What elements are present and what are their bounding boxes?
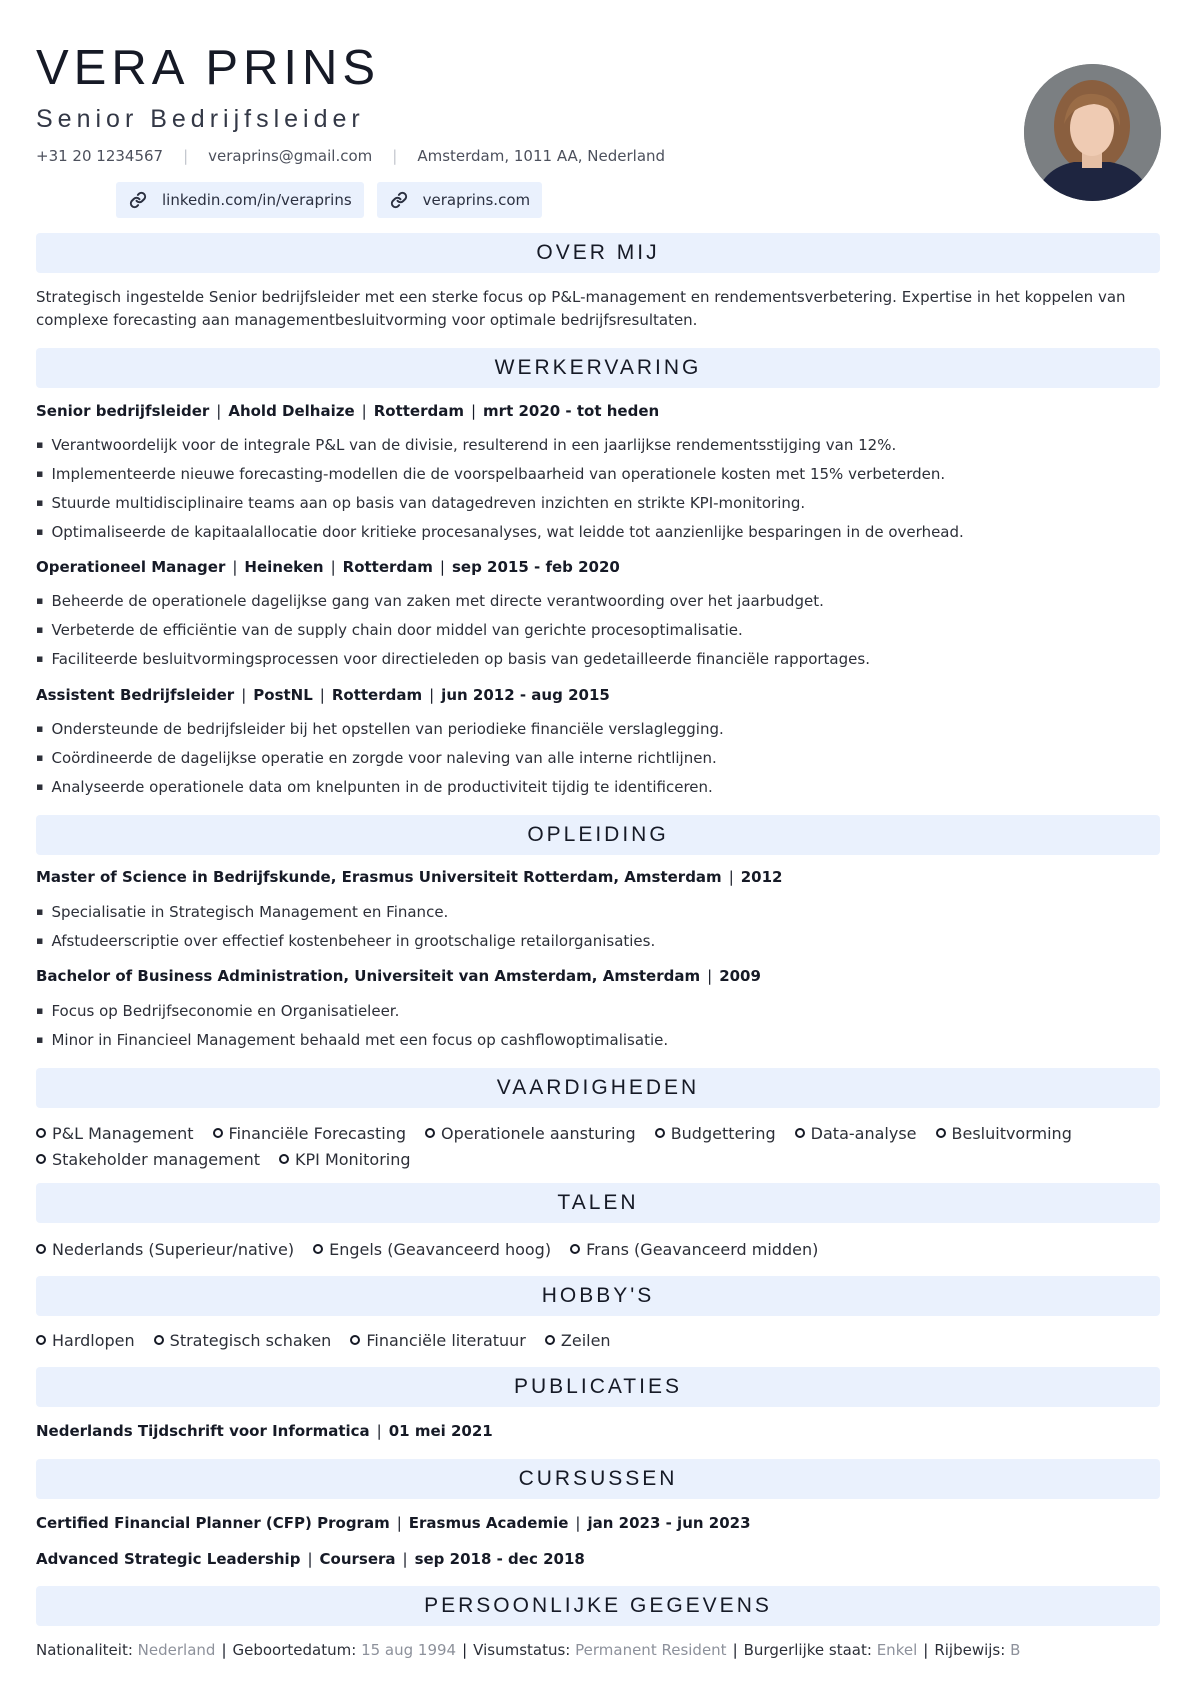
separator: | bbox=[183, 147, 189, 165]
role: Operationeel Manager bbox=[36, 558, 226, 576]
location: Amsterdam, 1011 AA, Nederland bbox=[417, 147, 666, 165]
section-header-about: OVER MIJ bbox=[36, 233, 1160, 273]
personal-label: Nationaliteit: bbox=[36, 1641, 133, 1659]
city: Rotterdam bbox=[373, 402, 464, 420]
education-entry-title: Bachelor of Business Administration, Universiteit van Amsterdam, Amsterdam | 2009 bbox=[36, 967, 761, 985]
company: PostNL bbox=[253, 686, 313, 704]
bullet-item: ▪ Analyseerde operationele data om knelpunten in de productiviteit tijdig te identificeren. bbox=[36, 777, 724, 806]
bullet-item: ▪ Implementeerde nieuwe forecasting-modellen die de voorspelbaarheid van operationele kosten met 15% verbeterden. bbox=[36, 464, 964, 493]
skill-label: KPI Monitoring bbox=[295, 1149, 411, 1169]
section-header-courses: CURSUSSEN bbox=[36, 1459, 1160, 1499]
course-period: jan 2023 - jun 2023 bbox=[587, 1514, 751, 1532]
hobby-item bbox=[350, 1330, 526, 1350]
section-header-hobbies: HOBBY'S bbox=[36, 1276, 1160, 1316]
company: Heineken bbox=[244, 558, 324, 576]
personal-details: Nationaliteit: Nederland | Geboortedatum: 15 aug 1994 | Visumstatus: Permanent Resident | Burgerlijke staat: Enkel | Rijbewijs: B bbox=[36, 1641, 1021, 1659]
skills-list bbox=[36, 1123, 1160, 1169]
period: mrt 2020 - tot heden bbox=[483, 402, 660, 420]
section-header-publications: PUBLICATIES bbox=[36, 1367, 1160, 1407]
course-name: Certified Financial Planner (CFP) Program bbox=[36, 1514, 390, 1532]
hobby-item bbox=[154, 1330, 332, 1350]
skill-label: Financiële Forecasting bbox=[228, 1123, 407, 1143]
skill-item bbox=[655, 1123, 776, 1143]
language-label: Nederlands (Superieur/native) bbox=[52, 1239, 295, 1259]
bullet-item: ▪ Optimaliseerde de kapitaalallocatie door kritieke procesanalyses, wat leidde tot aanzienlijke besparingen in de overhead. bbox=[36, 522, 964, 551]
circle-bullet-icon bbox=[936, 1128, 946, 1138]
link-list bbox=[116, 182, 542, 218]
skill-label: Operationele aansturing bbox=[441, 1123, 636, 1143]
personal-value: Nederland bbox=[137, 1641, 216, 1659]
hobby-label: Zeilen bbox=[560, 1330, 611, 1350]
about-text: Strategisch ingestelde Senior bedrijfsleider met een sterke focus op P&L-management en rendementsverbetering. Expertise in het koppelen van complexe forecasting aan managementbesluitvorming voor optimale bedrijfsresultaten. bbox=[36, 288, 1126, 329]
circle-bullet-icon bbox=[36, 1154, 46, 1164]
experience-bullets bbox=[36, 435, 964, 551]
job-title: Senior Bedrijfsleider bbox=[36, 105, 365, 133]
hobby-item bbox=[545, 1330, 611, 1350]
circle-bullet-icon bbox=[350, 1335, 360, 1345]
bullet-item: ▪ Stuurde multidisciplinaire teams aan op basis van datagedreven inzichten en strikte KPI-monitoring. bbox=[36, 493, 964, 522]
degree: Bachelor of Business Administration, Universiteit van Amsterdam, Amsterdam bbox=[36, 967, 701, 985]
period: jun 2012 - aug 2015 bbox=[441, 686, 610, 704]
personal-label: Burgerlijke staat: bbox=[743, 1641, 872, 1659]
role: Assistent Bedrijfsleider bbox=[36, 686, 235, 704]
bullet-item: ▪ Minor in Financieel Management behaald met een focus op cashflowoptimalisatie. bbox=[36, 1030, 668, 1059]
education-entry-title: Master of Science in Bedrijfskunde, Erasmus Universiteit Rotterdam, Amsterdam | 2012 bbox=[36, 868, 783, 886]
skill-item bbox=[279, 1149, 411, 1169]
bullet-item: ▪ Verantwoordelijk voor de integrale P&L van de divisie, resulterend in een jaarlijkse rendementsstijging van 12%. bbox=[36, 435, 964, 464]
experience-entry-title: Assistent Bedrijfsleider | PostNL | Rotterdam | jun 2012 - aug 2015 bbox=[36, 686, 610, 704]
course-org: Erasmus Academie bbox=[408, 1514, 569, 1532]
language-label: Engels (Geavanceerd hoog) bbox=[329, 1239, 552, 1259]
hobby-item bbox=[36, 1330, 135, 1350]
section-header-personal: PERSOONLIJKE GEGEVENS bbox=[36, 1586, 1160, 1626]
circle-bullet-icon bbox=[655, 1128, 665, 1138]
circle-bullet-icon bbox=[795, 1128, 805, 1138]
bullet-item: ▪ Faciliteerde besluitvormingsprocessen voor directieleden op basis van gedetailleerde financiële rapportages. bbox=[36, 649, 870, 678]
course-name: Advanced Strategic Leadership bbox=[36, 1550, 301, 1568]
skill-item bbox=[36, 1149, 260, 1169]
personal-value: Enkel bbox=[876, 1641, 918, 1659]
circle-bullet-icon bbox=[36, 1335, 46, 1345]
section-header-skills: VAARDIGHEDEN bbox=[36, 1068, 1160, 1108]
circle-bullet-icon bbox=[154, 1335, 164, 1345]
contact-info bbox=[36, 146, 665, 166]
circle-bullet-icon bbox=[313, 1244, 323, 1254]
experience-bullets bbox=[36, 591, 870, 678]
bullet-item: ▪ Focus op Bedrijfseconomie en Organisatieleer. bbox=[36, 1001, 668, 1030]
link-icon bbox=[389, 190, 409, 210]
linkedin-link[interactable] bbox=[116, 182, 364, 218]
skill-label: P&L Management bbox=[52, 1123, 194, 1143]
education-bullets bbox=[36, 902, 655, 960]
city: Rotterdam bbox=[342, 558, 433, 576]
publication-entry: Nederlands Tijdschrift voor Informatica | 01 mei 2021 bbox=[36, 1422, 493, 1440]
section-header-languages: TALEN bbox=[36, 1183, 1160, 1223]
experience-entry-title: Senior bedrijfsleider | Ahold Delhaize | Rotterdam | mrt 2020 - tot heden bbox=[36, 402, 660, 420]
link-label: linkedin.com/in/veraprins bbox=[162, 191, 352, 209]
city: Rotterdam bbox=[331, 686, 423, 704]
bullet-item: ▪ Coördineerde de dagelijkse operatie en zorgde voor naleving van alle interne richtlijnen. bbox=[36, 748, 724, 777]
experience-entry-title: Operationeel Manager | Heineken | Rotterdam | sep 2015 - feb 2020 bbox=[36, 558, 620, 576]
candidate-name: VERA PRINS bbox=[36, 41, 381, 95]
bullet-item: ▪ Verbeterde de efficiëntie van de supply chain door middel van gerichte procesoptimalisatie. bbox=[36, 620, 870, 649]
personal-value: 15 aug 1994 bbox=[361, 1641, 457, 1659]
experience-bullets bbox=[36, 719, 724, 806]
website-link[interactable] bbox=[377, 182, 542, 218]
circle-bullet-icon bbox=[570, 1244, 580, 1254]
skill-item bbox=[936, 1123, 1072, 1143]
course-entry: Certified Financial Planner (CFP) Program | Erasmus Academie | jan 2023 - jun 2023 bbox=[36, 1514, 751, 1532]
language-item bbox=[313, 1239, 551, 1259]
skill-label: Besluitvorming bbox=[951, 1123, 1072, 1143]
link-icon bbox=[128, 190, 148, 210]
personal-value: Permanent Resident bbox=[575, 1641, 727, 1659]
year: 2009 bbox=[719, 967, 761, 985]
hobby-label: Financiële literatuur bbox=[366, 1330, 526, 1350]
course-org: Coursera bbox=[319, 1550, 396, 1568]
separator: | bbox=[392, 147, 398, 165]
publication-title: Nederlands Tijdschrift voor Informatica bbox=[36, 1422, 370, 1440]
course-period: sep 2018 - dec 2018 bbox=[414, 1550, 585, 1568]
skill-item bbox=[213, 1123, 406, 1143]
profile-photo bbox=[1024, 64, 1161, 201]
publication-date: 01 mei 2021 bbox=[388, 1422, 493, 1440]
personal-label: Visumstatus: bbox=[473, 1641, 571, 1659]
circle-bullet-icon bbox=[213, 1128, 223, 1138]
language-label: Frans (Geavanceerd midden) bbox=[586, 1239, 819, 1259]
personal-label: Rijbewijs: bbox=[934, 1641, 1006, 1659]
section-header-education: OPLEIDING bbox=[36, 815, 1160, 855]
circle-bullet-icon bbox=[36, 1244, 46, 1254]
personal-label: Geboortedatum: bbox=[232, 1641, 357, 1659]
section-header-experience: WERKERVARING bbox=[36, 348, 1160, 388]
course-entry: Advanced Strategic Leadership | Coursera | sep 2018 - dec 2018 bbox=[36, 1550, 585, 1568]
circle-bullet-icon bbox=[425, 1128, 435, 1138]
personal-value: B bbox=[1010, 1641, 1021, 1659]
skill-label: Budgettering bbox=[670, 1123, 776, 1143]
degree: Master of Science in Bedrijfskunde, Erasmus Universiteit Rotterdam, Amsterdam bbox=[36, 868, 722, 886]
company: Ahold Delhaize bbox=[228, 402, 355, 420]
skill-item bbox=[36, 1123, 194, 1143]
circle-bullet-icon bbox=[545, 1335, 555, 1345]
circle-bullet-icon bbox=[36, 1128, 46, 1138]
skill-item bbox=[795, 1123, 917, 1143]
email[interactable]: veraprins@gmail.com bbox=[208, 147, 373, 165]
languages-list bbox=[36, 1239, 1160, 1259]
hobby-label: Strategisch schaken bbox=[169, 1330, 332, 1350]
hobbies-list bbox=[36, 1330, 1160, 1350]
year: 2012 bbox=[740, 868, 783, 886]
hobby-label: Hardlopen bbox=[52, 1330, 135, 1350]
period: sep 2015 - feb 2020 bbox=[451, 558, 620, 576]
skill-label: Data-analyse bbox=[810, 1123, 917, 1143]
skill-label: Stakeholder management bbox=[52, 1149, 260, 1169]
bullet-item: ▪ Ondersteunde de bedrijfsleider bij het opstellen van periodieke financiële verslaglegging. bbox=[36, 719, 724, 748]
phone: +31 20 1234567 bbox=[36, 147, 164, 165]
link-label: veraprins.com bbox=[422, 191, 531, 209]
bullet-item: ▪ Afstudeerscriptie over effectief kostenbeheer in grootschalige retailorganisaties. bbox=[36, 931, 655, 960]
role: Senior bedrijfsleider bbox=[36, 402, 210, 420]
skill-item bbox=[425, 1123, 636, 1143]
bullet-item: ▪ Beheerde de operationele dagelijkse gang van zaken met directe verantwoording over het jaarbudget. bbox=[36, 591, 870, 620]
language-item bbox=[570, 1239, 818, 1259]
circle-bullet-icon bbox=[279, 1154, 289, 1164]
education-bullets bbox=[36, 1001, 668, 1059]
language-item bbox=[36, 1239, 294, 1259]
bullet-item: ▪ Specialisatie in Strategisch Management en Finance. bbox=[36, 902, 655, 931]
